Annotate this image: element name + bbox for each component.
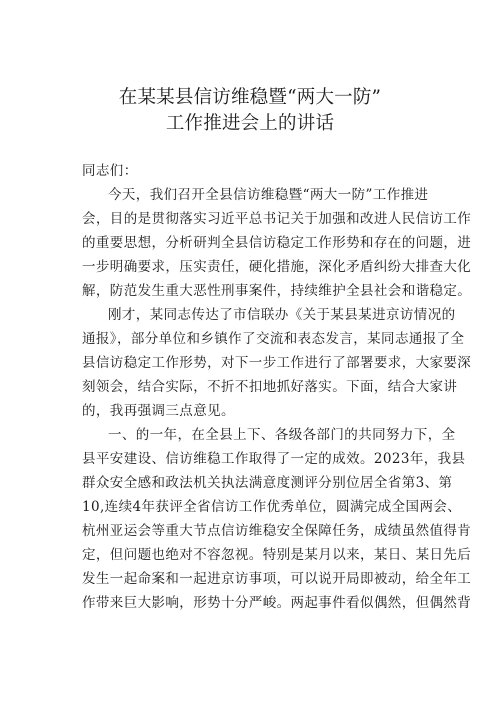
body-line: 会，目的是贯彻落实习近平总书记关于加强和改进人民信访工作 <box>82 211 472 227</box>
body-line: 的重要思想，分析研判全县信访稳定工作形势和存在的问题，进 <box>82 235 472 251</box>
body-line: 群众安全感和政法机关执法满意度测评分别位居全省第3、第 <box>82 475 453 491</box>
body-line: 通报》，部分单位和乡镇作了交流和表态发言，某同志通报了全 <box>82 331 465 347</box>
body-line: 县信访稳定工作形势，对下一步工作进行了部署要求，大家要深 <box>82 355 472 371</box>
body-line: 发生一起命案和一起进京访事项，可以说开局即被动，给全年工 <box>82 571 472 587</box>
salutation: 同志们： <box>82 163 138 179</box>
body-line: 解，防范发生重大恶性刑事案件，持续维护全县社会和谐稳定。 <box>82 283 472 299</box>
body-line: 刻领会，结合实际，不折不扣地抓好落实。下面，结合大家讲 <box>82 379 458 395</box>
document-title-line-2: 工作推进会上的讲话 <box>165 113 335 134</box>
body-line: 一、的一年，在全县上下、各级各部门的共同努力下，全 <box>108 427 456 443</box>
body-line: 县平安建设、信访维稳工作取得了一定的成效。2023年，我县 <box>82 451 466 467</box>
body-line: 刚才，某同志传达了市信联办《关于某县某进京访情况的 <box>108 307 456 323</box>
body-line: 一步明确要求，压实责任，硬化措施，深化矛盾纠纷大排查大化 <box>82 259 472 275</box>
body-line: 作带来巨大影响，形势十分严峻。两起事件看似偶然，但偶然背 <box>82 595 472 611</box>
body-line: 杭州亚运会等重大节点信访维稳安全保障任务，成绩虽然值得肯 <box>82 523 472 539</box>
document-title-line-1: 在某某县信访维稳暨“两大一防” <box>118 87 382 108</box>
body-line: 10,连续4年获评全省信访工作优秀单位，圆满完成全国两会、 <box>82 499 462 515</box>
body-line: 的，我再强调三点意见。 <box>82 403 235 419</box>
body-line: 今天，我们召开全县信访维稳暨“两大一防”工作推进 <box>108 187 429 203</box>
body-line: 定，但问题也绝对不容忽视。特别是某月以来，某日、某日先后 <box>82 547 472 563</box>
